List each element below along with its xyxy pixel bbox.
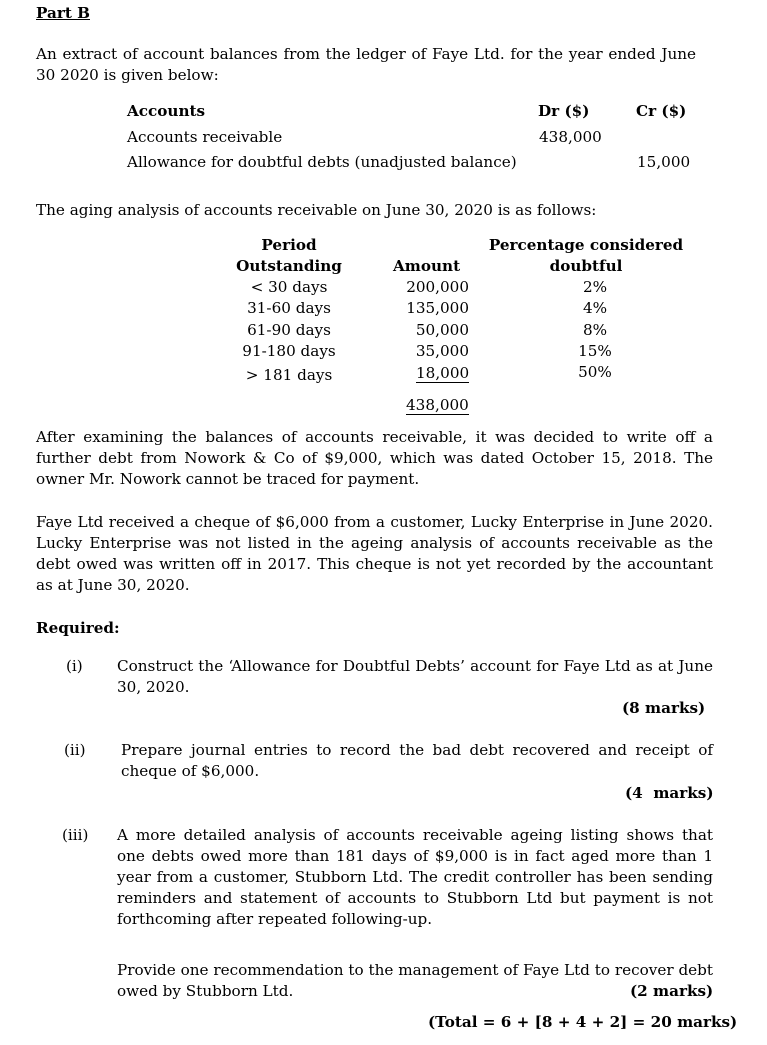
aging-period: > 181 days	[245, 366, 333, 384]
intro-paragraph: An extract of account balances from the ledger of Faye Ltd. for the year ended June 30 2020 is given below:	[36, 45, 696, 84]
aging-amount: 135,000	[406, 299, 469, 317]
question-number: (i)	[66, 657, 83, 675]
aging-period: 91-180 days	[242, 342, 336, 360]
aging-total: 438,000	[406, 396, 469, 414]
question-marks: (4 marks)	[625, 784, 714, 802]
aging-pct: 8%	[582, 321, 608, 339]
question-text: Construct the ‘Allowance for Doubtful Debts’ account for Faye Ltd as at June 30, 2020.	[117, 657, 713, 696]
aging-pct: 15%	[578, 342, 612, 360]
aging-amount: 200,000	[406, 278, 469, 296]
aging-header-doubtful: doubtful	[549, 257, 623, 275]
aging-header-outstanding: Outstanding	[236, 257, 342, 275]
question-marks: (2 marks)	[630, 982, 714, 1000]
question-marks: (8 marks)	[622, 699, 706, 717]
question-text: Prepare journal entries to record the bad debt recovered and receipt of cheque of $6,000.	[121, 741, 713, 780]
aging-period: 31-60 days	[247, 299, 331, 317]
ledger-header-accounts: Accounts	[127, 102, 206, 120]
aging-pct: 4%	[582, 299, 608, 317]
aging-pct: 2%	[582, 278, 608, 296]
aging-header-amount: Amount	[393, 257, 461, 275]
aging-total-wrap	[406, 395, 469, 416]
aging-header-percentage: Percentage considered	[488, 236, 684, 254]
aging-amount: 18,000	[416, 364, 470, 382]
required-label: Required:	[36, 619, 120, 637]
aging-amount: 50,000	[415, 321, 469, 339]
question-number: (iii)	[62, 826, 89, 844]
ledger-row-account: Accounts receivable	[127, 128, 283, 146]
aging-period: 61-90 days	[247, 321, 331, 339]
aging-header-period: Period	[261, 236, 317, 254]
aging-amount-last	[416, 363, 469, 384]
ledger-row-cr: 15,000	[637, 153, 691, 171]
aging-pct: 50%	[578, 363, 612, 381]
page-title: Part B	[36, 4, 90, 22]
question-number: (ii)	[64, 741, 86, 759]
question-subtext: Provide one recommendation to the management of Faye Ltd to recover debt owed by Stubborn Ltd.	[117, 961, 713, 1000]
cheque-paragraph: Faye Ltd received a cheque of $6,000 from a customer, Lucky Enterprise in June 2020. Lucky Enterprise was not listed in the ageing analysis of accounts receivable as the debt owed was written off in 2017. This cheque is not yet recorded by the accountant as at June 30, 2020.	[36, 513, 713, 594]
ledger-row-dr: 438,000	[539, 128, 602, 146]
ledger-row-account: Allowance for doubtful debts (unadjusted balance)	[127, 153, 517, 171]
aging-amount: 35,000	[415, 342, 469, 360]
aging-intro: The aging analysis of accounts receivable on June 30, 2020 is as follows:	[36, 201, 597, 219]
total-marks: (Total = 6 + [8 + 4 + 2] = 20 marks)	[428, 1013, 738, 1031]
aging-period: < 30 days	[250, 278, 328, 296]
ledger-header-dr: Dr ($)	[538, 102, 590, 120]
question-text: A more detailed analysis of accounts receivable ageing listing shows that one debts owed more than 181 days of $9,000 is in fact aged more than 1 year from a customer, Stubborn Ltd. The credit controller has been sending reminders and statement of accounts to Stubborn Ltd but payment is not forthcoming after repeated following-up.	[117, 826, 713, 928]
writeoff-paragraph: After examining the balances of accounts receivable, it was decided to write off a further debt from Nowork & Co of $9,000, which was dated October 15, 2018. The owner Mr. Nowork cannot be traced for payment.	[36, 428, 713, 488]
ledger-header-cr: Cr ($)	[636, 102, 687, 120]
